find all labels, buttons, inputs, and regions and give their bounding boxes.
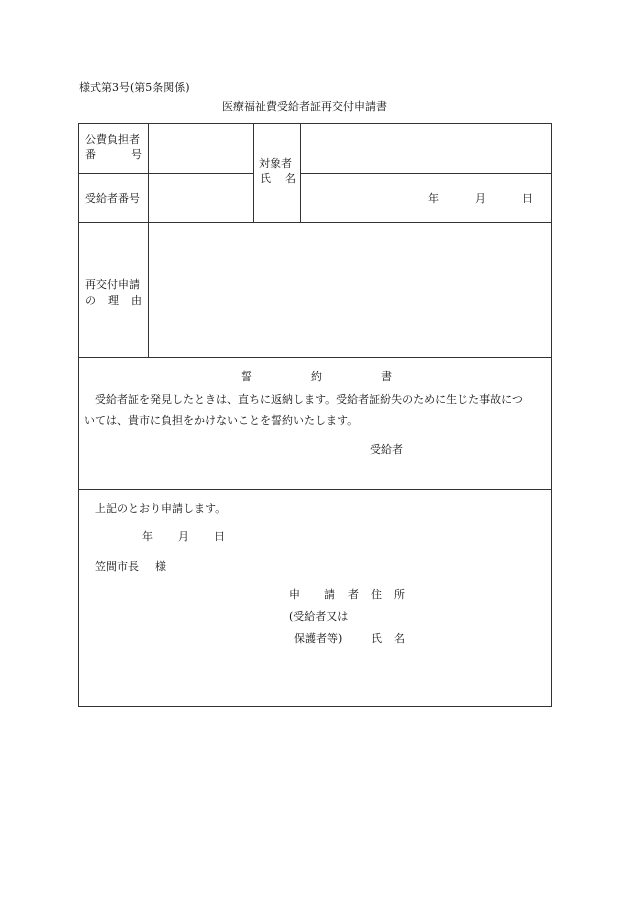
subject-name-label-line2 [260, 172, 296, 186]
address-label-sho: 所 [394, 588, 405, 601]
reason-label-no: の [85, 294, 96, 307]
reason-field[interactable] [150, 224, 550, 356]
subject-name-label-shi: 氏 [260, 172, 271, 185]
guardian-note-line2: 保護者等) [294, 632, 343, 645]
applicant-address-field[interactable] [410, 583, 548, 605]
name-label-shi: 氏 [371, 632, 382, 645]
application-statement: 上記のとおり申請します。 [95, 502, 227, 515]
recipient-number-field[interactable] [150, 175, 252, 221]
subject-name-label-line1: 対象者 [259, 157, 292, 170]
pledge-heading-sho: 書 [381, 370, 392, 383]
subject-name-field[interactable] [302, 125, 550, 172]
pledge-heading-yaku: 約 [311, 370, 322, 383]
reason-label-yu: 由 [131, 294, 142, 307]
applicant-label [289, 588, 335, 602]
pledge-recipient-signature-field[interactable] [410, 437, 548, 461]
name-label-mei: 名 [394, 632, 405, 645]
address-label-ju: 住 [371, 588, 382, 601]
birthdate-year: 年 [428, 192, 439, 205]
form-number: 様式第3号(第5条関係) [79, 81, 190, 94]
pledge-recipient-label: 受給者 [370, 443, 403, 456]
addressee-honorific: 様 [155, 560, 166, 573]
public-payer-label-ban: 番 [85, 148, 96, 161]
pledge-body-line2: いては、貴市に負担をかけないことを誓約いたします。 [84, 414, 359, 427]
public-payer-number-field[interactable] [150, 125, 252, 172]
applicant-label-sha: 者 [348, 588, 359, 601]
application-date-year: 年 [142, 530, 153, 543]
pledge-body-line1: 受給者証を発見したときは、直ちに返納します。受給者証紛失のために生じた事故につ [95, 393, 523, 406]
application-date-day: 日 [214, 530, 225, 543]
applicant-name-field[interactable] [410, 627, 548, 649]
application-date-month: 月 [178, 530, 189, 543]
public-payer-label-go: 号 [131, 148, 142, 161]
public-payer-label-line1: 公費負担者 [85, 133, 140, 146]
pledge-heading-sei: 誓 [241, 370, 252, 383]
birthdate-day: 日 [522, 192, 533, 205]
applicant-label-sei: 請 [324, 588, 335, 601]
reason-label-line1: 再交付申請 [85, 278, 140, 291]
guardian-note-line1: (受給者又は [289, 610, 349, 623]
applicant-label-shin: 申 [289, 588, 300, 601]
birthdate-month: 月 [475, 192, 486, 205]
public-payer-label-line2 [85, 148, 142, 162]
recipient-number-label: 受給者番号 [85, 192, 140, 205]
form-title: 医療福祉費受給者証再交付申請書 [222, 100, 387, 113]
subject-name-label-mei: 名 [285, 172, 296, 185]
addressee-city-mayor: 笠間市長 [95, 560, 139, 573]
reason-label-line2 [85, 294, 142, 308]
reason-label-ri: 理 [108, 294, 119, 307]
subject-birthdate-field[interactable] [302, 175, 550, 221]
